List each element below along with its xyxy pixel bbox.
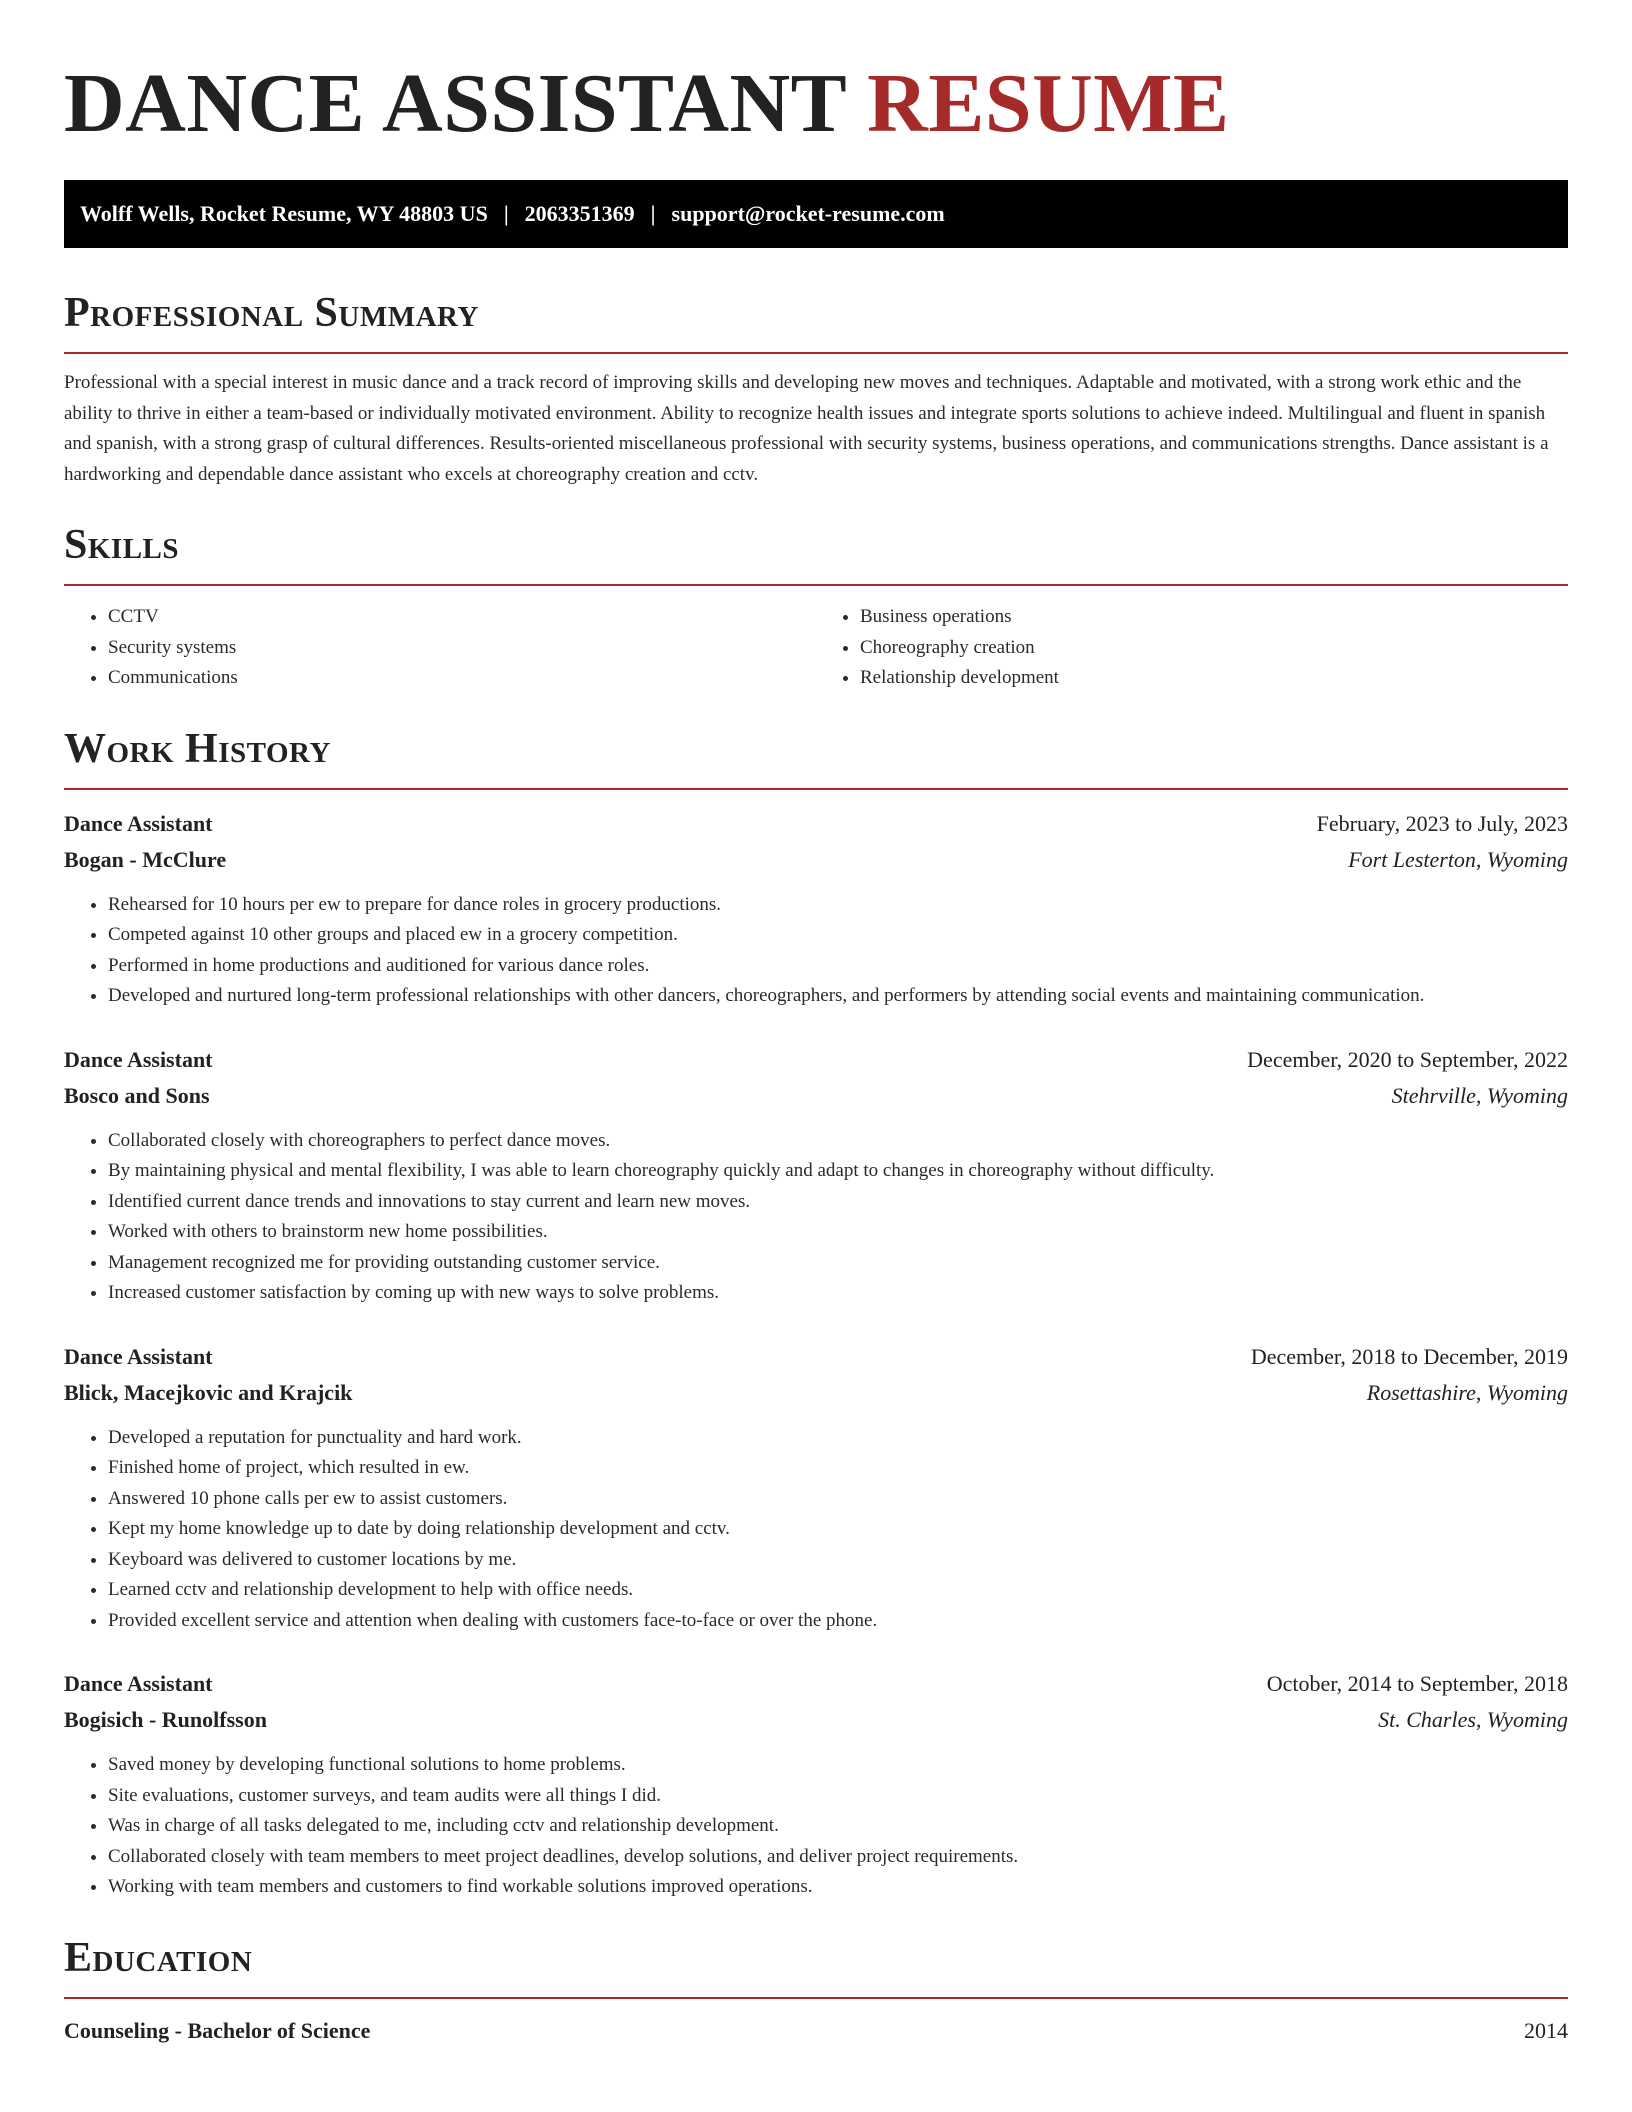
contact-bar xyxy=(64,180,1568,248)
skill-item: • Business operations xyxy=(860,602,1568,633)
job-bullet: • Was in charge of all tasks delegated to me, including cctv and relationship development. xyxy=(108,1811,1568,1842)
job-company: Bogisich - Runolfsson xyxy=(64,1707,267,1732)
section-heading-summary: Professional Summary xyxy=(64,288,1568,354)
title-accent: RESUME xyxy=(867,57,1230,150)
job-location: Stehrville, Wyoming xyxy=(1391,1082,1568,1108)
contact-separator: | xyxy=(503,201,509,226)
job-bullet: • Keyboard was delivered to customer locations by me. xyxy=(108,1545,1568,1576)
job-bullet: • Provided excellent service and attention when dealing with customers face-to-face or over the phone. xyxy=(108,1606,1568,1637)
job-header-row xyxy=(64,1339,1568,1375)
job-dates: October, 2014 to September, 2018 xyxy=(1266,1671,1568,1696)
job-dates: December, 2020 to September, 2022 xyxy=(1247,1046,1568,1072)
job-dates: December, 2018 to December, 2019 xyxy=(1250,1343,1568,1369)
resume-title xyxy=(64,56,1568,152)
job-bullet: • Developed and nurtured long-term professional relationships with other dancers, choreographers, and performers by attending social events and maintaining communication. xyxy=(108,981,1568,1012)
summary-text: Professional with a special interest in music dance and a track record of improving skills and developing new moves and techniques. Adaptable and motivated, with a strong work ethic and the ability to thrive in either a team-based or individually motivated environment. Ability to recognize health issues and integrate sports solutions to achieve indeed. Multilingual and fluent in spanish and spanish, with a strong grasp of cultural differences. Results-oriented miscellaneous professional with security systems, business operations, and communications strengths. Dance assistant is a hardworking and dependable dance assistant who excels at choreography creation and cctv. xyxy=(64,372,1549,485)
job-company: Blick, Macejkovic and Krajcik xyxy=(64,1379,353,1405)
skills-list xyxy=(64,602,1568,694)
job-company-row xyxy=(64,1078,1568,1114)
job-bullets xyxy=(64,1126,1568,1309)
job-bullet: • Site evaluations, customer surveys, and team audits were all things I did. xyxy=(108,1781,1568,1812)
contact-separator: | xyxy=(650,201,656,226)
job-bullet: • Competed against 10 other groups and placed ew in a grocery competition. xyxy=(108,920,1568,951)
job-bullet: • By maintaining physical and mental flexibility, I was able to learn choreography quickly and adapt to changes in choreography without difficulty. xyxy=(108,1156,1568,1187)
skills-column-right xyxy=(816,602,1568,694)
education-entry xyxy=(64,2013,1568,2049)
job-bullet: • Collaborated closely with team members to meet project deadlines, develop solutions, and deliver project requirements. xyxy=(108,1842,1568,1873)
job-bullet: • Management recognized me for providing outstanding customer service. xyxy=(108,1248,1568,1279)
resume-content xyxy=(64,56,1568,2049)
job-location: Rosettashire, Wyoming xyxy=(1366,1379,1568,1405)
skill-item: • Relationship development xyxy=(860,663,1568,694)
skill-item: • CCTV xyxy=(108,602,816,633)
job-header-row xyxy=(64,1666,1568,1702)
job-title: Dance Assistant xyxy=(64,1046,213,1072)
job-bullet: • Kept my home knowledge up to date by doing relationship development and cctv. xyxy=(108,1514,1568,1545)
job-entry xyxy=(64,806,1568,1012)
contact-email: support@rocket-resume.com xyxy=(671,201,945,226)
job-bullet: • Learned cctv and relationship development to help with office needs. xyxy=(108,1575,1568,1606)
job-location: Fort Lesterton, Wyoming xyxy=(1348,846,1568,872)
skills-column-left xyxy=(64,602,816,694)
job-bullet: • Answered 10 phone calls per ew to assist customers. xyxy=(108,1484,1568,1515)
section-heading-work: Work History xyxy=(64,724,1568,790)
contact-address: Wolff Wells, Rocket Resume, WY 48803 US xyxy=(80,201,488,226)
contact-phone: 2063351369 xyxy=(524,201,635,226)
section-heading-skills: Skills xyxy=(64,520,1568,586)
job-title: Dance Assistant xyxy=(64,1343,213,1369)
job-location: St. Charles, Wyoming xyxy=(1378,1707,1568,1732)
skill-item: • Choreography creation xyxy=(860,633,1568,664)
section-heading-education: Education xyxy=(64,1933,1568,1999)
job-bullets xyxy=(64,890,1568,1012)
job-bullet: • Developed a reputation for punctuality and hard work. xyxy=(108,1423,1568,1454)
job-bullet: • Performed in home productions and auditioned for various dance roles. xyxy=(108,951,1568,982)
job-bullet: • Rehearsed for 10 hours per ew to prepare for dance roles in grocery productions. xyxy=(108,890,1568,921)
job-bullets xyxy=(64,1423,1568,1637)
job-dates: February, 2023 to July, 2023 xyxy=(1316,810,1568,836)
job-entry xyxy=(64,1339,1568,1637)
job-bullet: • Working with team members and customers to find workable solutions improved operations. xyxy=(108,1872,1568,1903)
job-header-row xyxy=(64,1042,1568,1078)
job-company-row xyxy=(64,842,1568,878)
skill-item: • Communications xyxy=(108,663,816,694)
education-degree: Counseling - Bachelor of Science xyxy=(64,2017,371,2043)
job-bullet: • Saved money by developing functional solutions to home problems. xyxy=(108,1750,1568,1781)
skill-item: • Security systems xyxy=(108,633,816,664)
education-year: 2014 xyxy=(1524,2017,1568,2043)
title-main: DANCE ASSISTANT xyxy=(64,57,846,150)
job-company-row xyxy=(64,1375,1568,1411)
job-bullet: • Identified current dance trends and innovations to stay current and learn new moves. xyxy=(108,1187,1568,1218)
job-bullet: • Finished home of project, which resulted in ew. xyxy=(108,1453,1568,1484)
job-title: Dance Assistant xyxy=(64,810,213,836)
job-entry xyxy=(64,1666,1568,1903)
job-bullets xyxy=(64,1750,1568,1903)
job-entry xyxy=(64,1042,1568,1309)
job-header-row xyxy=(64,806,1568,842)
job-title: Dance Assistant xyxy=(64,1671,213,1696)
job-company: Bogan - McClure xyxy=(64,846,227,872)
job-company-row xyxy=(64,1702,1568,1738)
job-bullet: • Collaborated closely with choreographers to perfect dance moves. xyxy=(108,1126,1568,1157)
job-company: Bosco and Sons xyxy=(64,1082,210,1108)
job-bullet: • Increased customer satisfaction by coming up with new ways to solve problems. xyxy=(108,1278,1568,1309)
job-bullet: • Worked with others to brainstorm new home possibilities. xyxy=(108,1217,1568,1248)
